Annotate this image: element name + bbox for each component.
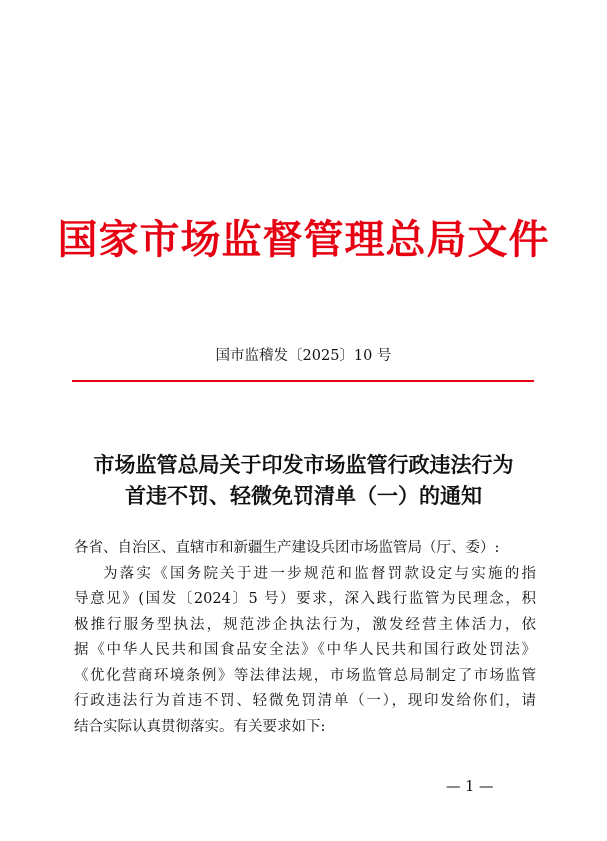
notice-body: [74, 536, 536, 740]
page-number: — 1 —: [446, 779, 494, 795]
body-line: 结合实际认真贯彻落实。有关要求如下:: [74, 718, 326, 735]
body-line: 导意见》(国发〔2024〕5 号）要求，深入践行监管为民理念，积: [74, 591, 536, 607]
red-divider-line: [72, 380, 534, 382]
notice-title-line: 首违不罚、轻微免罚清单（一）的通知: [125, 483, 482, 508]
notice-title-line: 市场监管总局关于印发市场监管行政违法行为: [93, 452, 514, 477]
body-line: 为落实《国务院关于进一步规范和监督罚款设定与实施的指: [103, 565, 536, 582]
body-line: 极推行服务型执法，规范涉企执法行为，激发经营主体活力，依: [74, 616, 536, 633]
document-number: 国市监稽发〔2025〕10 号: [215, 348, 392, 364]
recipients-line: 各省、自治区、直辖市和新疆生产建设兵团市场监管局（厅、委）:: [74, 540, 500, 556]
body-line: 行政违法行为首违不罚、轻微免罚清单（一），现印发给你们，请: [74, 693, 536, 709]
body-line: 《优化营商环境条例》等法律法规，市场监管总局制定了市场监管: [74, 667, 536, 684]
issuer-header: 国家市场监督管理总局文件: [57, 216, 550, 263]
notice-title: [40, 449, 567, 511]
body-line: 据《中华人民共和国食品安全法》《中华人民共和国行政处罚法》: [74, 642, 536, 658]
